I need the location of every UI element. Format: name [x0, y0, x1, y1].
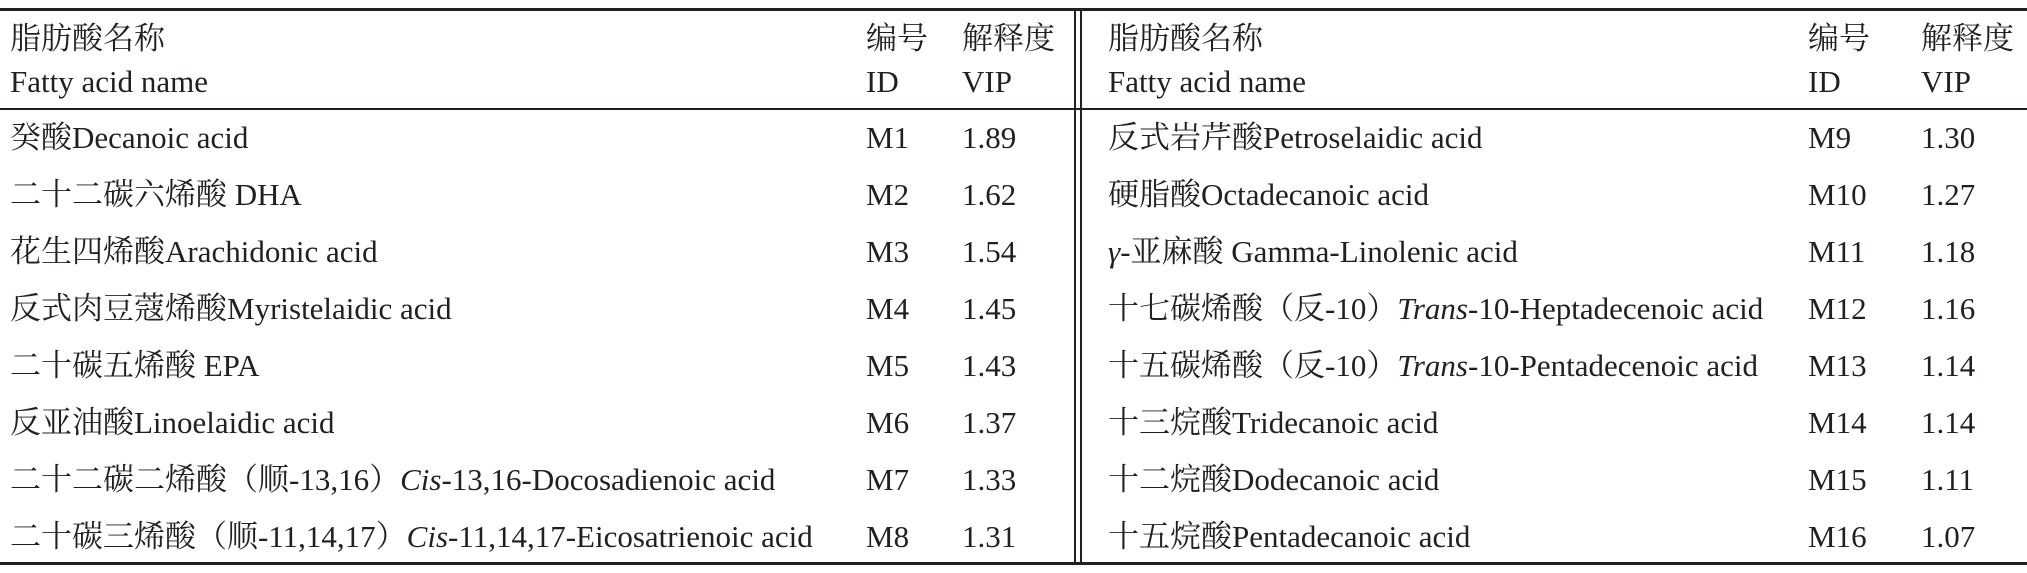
name-cn: 二十碳五烯酸 [10, 348, 196, 383]
name-it: Trans [1397, 348, 1468, 383]
name-pre: Petroselaidic acid [1263, 120, 1483, 155]
right-header-name-en: Fatty acid name [1108, 64, 1306, 99]
table-row-vip: 1.16 [1921, 291, 1976, 326]
name-pre: Tridecanoic acid [1232, 405, 1439, 440]
name-pre: Decanoic acid [72, 120, 249, 155]
name-pre: Arachidonic acid [165, 234, 378, 269]
table-row-vip: 1.33 [962, 462, 1017, 497]
table-row-id: M2 [866, 177, 910, 212]
name-cn: 花生四烯酸 [10, 234, 165, 269]
table-row-vip: 1.07 [1921, 519, 1976, 554]
table-row-vip: 1.43 [962, 348, 1017, 383]
name-cn: 十三烷酸 [1108, 405, 1232, 440]
table-row-name [10, 232, 378, 272]
table-row-name [1108, 517, 1470, 557]
table-row-id: M14 [1808, 405, 1867, 440]
table-row-id: M8 [866, 519, 910, 554]
name-it: Cis [400, 462, 442, 497]
table-row-id: M12 [1808, 291, 1867, 326]
table-row-id: M3 [866, 234, 910, 269]
table-row-id: M13 [1808, 348, 1867, 383]
name-cn: 硬脂酸 [1108, 177, 1201, 212]
name-cn: 十二烷酸 [1108, 462, 1232, 497]
table-row-id: M16 [1808, 519, 1867, 554]
name-cn: 癸酸 [10, 120, 72, 155]
table-row-name [10, 175, 302, 215]
table-row-id: M6 [866, 405, 910, 440]
table-row-id: M10 [1808, 177, 1867, 212]
left-header-name-cn: 脂肪酸名称 [10, 21, 165, 56]
name-it: γ [1108, 234, 1121, 269]
bottom-rule [0, 562, 2027, 565]
right-header-vip-en: VIP [1921, 64, 1971, 99]
table-row-name [10, 517, 813, 557]
name-post: -13,16-Docosadienoic acid [441, 462, 776, 497]
table-row-name [10, 460, 775, 500]
name-pre: EPA [196, 348, 260, 383]
name-post: -11,14,17-Eicosatrienoic acid [448, 519, 813, 554]
table-row-vip: 1.30 [1921, 120, 1976, 155]
name-cn: 二十二碳二烯酸（顺-13,16） [10, 462, 401, 497]
name-cn: 十五烷酸 [1108, 519, 1232, 554]
name-pre: DHA [227, 177, 302, 212]
right-header-name-cn: 脂肪酸名称 [1108, 21, 1263, 56]
divider-line-2 [1080, 8, 1082, 565]
table-row-vip: 1.89 [962, 120, 1017, 155]
table-row-name [1108, 232, 1518, 272]
table-row-id: M15 [1808, 462, 1867, 497]
name-pre: Pentadecanoic acid [1232, 519, 1471, 554]
table-row-name [1108, 403, 1438, 443]
name-pre: Linoelaidic acid [134, 405, 335, 440]
table-row-vip: 1.14 [1921, 348, 1976, 383]
name-post: -亚麻酸 Gamma-Linolenic acid [1120, 234, 1518, 269]
name-cn: 二十碳三烯酸（顺-11,14,17） [10, 519, 407, 554]
table-row-id: M11 [1808, 234, 1866, 269]
table-row-name [10, 346, 259, 386]
name-pre: Dodecanoic acid [1232, 462, 1440, 497]
name-post: -10-Heptadecenoic acid [1468, 291, 1764, 326]
table-row-name [10, 403, 335, 443]
name-pre: Myristelaidic acid [227, 291, 452, 326]
table-row-vip: 1.18 [1921, 234, 1976, 269]
header-rule [0, 108, 2027, 110]
left-header-name-en: Fatty acid name [10, 64, 208, 99]
table-row-vip: 1.37 [962, 405, 1017, 440]
name-cn: 二十二碳六烯酸 [10, 177, 227, 212]
table-row-name [1108, 175, 1429, 215]
table-row-vip: 1.54 [962, 234, 1017, 269]
table-row-vip: 1.45 [962, 291, 1017, 326]
table-row-name [10, 118, 248, 158]
table-row-vip: 1.11 [1921, 462, 1975, 497]
divider-line-1 [1074, 8, 1076, 565]
right-header-id-cn: 编号 [1808, 21, 1870, 56]
table-row-vip: 1.27 [1921, 177, 1976, 212]
table-row-name [1108, 118, 1483, 158]
table-row-name [1108, 346, 1758, 386]
table-row-id: M4 [866, 291, 910, 326]
left-header-vip-en: VIP [962, 64, 1012, 99]
table-row-vip: 1.31 [962, 519, 1017, 554]
name-cn: 反式岩芹酸 [1108, 120, 1263, 155]
name-cn: 反亚油酸 [10, 405, 134, 440]
name-pre: Octadecanoic acid [1201, 177, 1430, 212]
table-row-name [1108, 289, 1763, 329]
name-it: Trans [1397, 291, 1468, 326]
left-header-id-cn: 编号 [866, 21, 928, 56]
table-row-name [10, 289, 452, 329]
right-header-id-en: ID [1808, 64, 1841, 99]
left-header-id-en: ID [866, 64, 899, 99]
name-cn: 反式肉豆蔻烯酸 [10, 291, 227, 326]
left-header-vip-cn: 解释度 [962, 21, 1055, 56]
right-header-vip-cn: 解释度 [1921, 21, 2014, 56]
top-rule [0, 8, 2027, 11]
name-it: Cis [406, 519, 449, 554]
table-row-id: M5 [866, 348, 910, 383]
table-row-id: M7 [866, 462, 910, 497]
name-cn: 十五碳烯酸（反-10） [1108, 348, 1398, 383]
table-row-vip: 1.14 [1921, 405, 1976, 440]
table-row-vip: 1.62 [962, 177, 1017, 212]
table-row-id: M9 [1808, 120, 1852, 155]
name-cn: 十七碳烯酸（反-10） [1108, 291, 1398, 326]
table-row-name [1108, 460, 1439, 500]
table-row-id: M1 [866, 120, 910, 155]
name-post: -10-Pentadecenoic acid [1468, 348, 1759, 383]
